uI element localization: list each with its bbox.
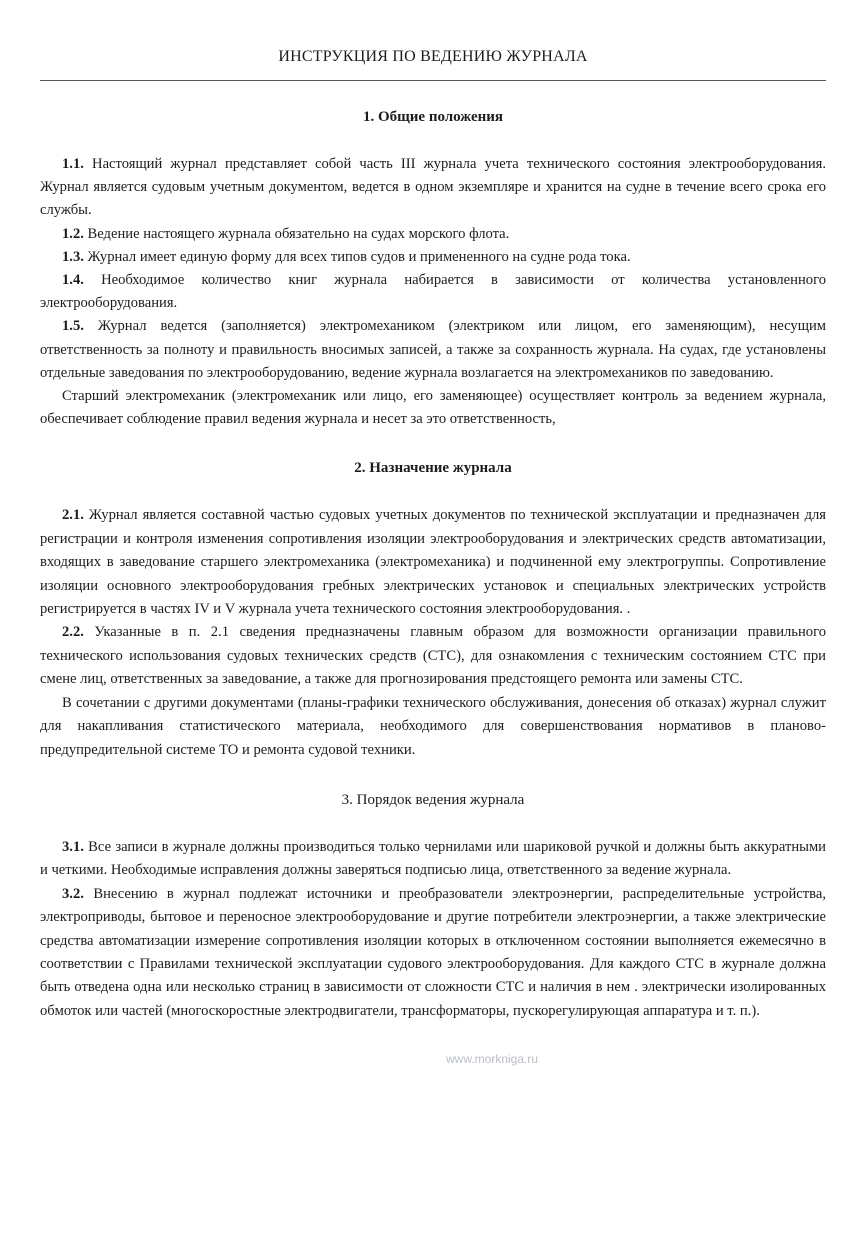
- paragraph-number: 2.2.: [62, 624, 84, 641]
- paragraph-text: Указанные в п. 2.1 сведения предназначены главным образом для возможности организации правильного технического использования судовых технических средств (СТС), для ознакомления с техническим состоянием СТС при смене лиц, ответственных за заведование, а также для прогнозирования предстоящего ремонта или замены СТС.: [40, 624, 826, 688]
- paragraph-number: 3.2.: [62, 885, 84, 902]
- paragraph-number: 3.1.: [62, 838, 84, 855]
- paragraph-1-5-continued: [40, 385, 826, 431]
- paragraph-text: Старший электромеханик (электромеханик или лицо, его заменяющее) осуществляет контроль за ведением журнала, обеспечивает соблюдение правил ведения журнала и несет за это ответственность,: [40, 388, 826, 428]
- section-title-purpose: 2. Назначение журнала: [354, 460, 512, 477]
- paragraph-text: Необходимое количество книг журнала набирается в зависимости от количества установленного электрооборудования.: [40, 272, 826, 312]
- paragraph-1-4: [40, 269, 826, 315]
- section-title-procedure: 3. Порядок ведения журнала: [341, 791, 525, 808]
- section-body-purpose: [40, 504, 826, 761]
- watermark: www.morkniga.ru: [446, 1052, 539, 1066]
- paragraph-3-2: [40, 883, 826, 1023]
- document-page: [40, 0, 826, 1023]
- paragraph-number: 1.2.: [62, 225, 84, 242]
- paragraph-text: Внесению в журнал подлежат источники и преобразователи электроэнергии, распределительные устройства, электроприводы, бытовое и переносное электрооборудование и другие потребители электроэнергии, а также электрические средства автоматизации измерение сопротивления изоляции которых в отключенном состоянии выполняется ежемесячно в соответствии с Правилами технической эксплуатации судового электрооборудования. Для каждого СТС в журнале должна быть отведена одна или несколько страниц в зависимости от сложности СТС и наличия в нем . электрически изолированных обмоток или частей (многоскоростные электродвигатели, трансформаторы, пускорегулирующая аппаратура и т. п.).: [40, 885, 826, 1019]
- paragraph-text: Настоящий журнал представляет собой часть III журнала учета технического состояния электрооборудования. Журнал является судовым учетным документом, ведется в одном экземпляре и хранится на судне в течение всего срока его службы.: [40, 156, 826, 219]
- section-title-general: 1. Общие положения: [362, 109, 504, 125]
- paragraph-text: Все записи в журнале должны производиться только чернилами или шариковой ручкой и должны быть аккуратными и четкими. Необходимые исправления должны заверяться подписью лица, ответственного за ведение журнала.: [40, 838, 826, 879]
- paragraph-text: Журнал ведется (заполняется) электромехаником (электриком или лицом, его заменяющим), несущим ответственность за полноту и правильность вносимых записей, а также за сохранность журнала. На судах, где установлены отдельные заведования по электрооборудованию, ведение журнала возлагается на электромехаников по заведованию.: [40, 318, 826, 381]
- paragraph-1-3: [40, 246, 826, 269]
- paragraph-2-2: [40, 621, 826, 691]
- paragraph-number: 1.4.: [62, 272, 84, 289]
- document-title: ИНСТРУКЦИЯ ПО ВЕДЕНИЮ ЖУРНАЛА: [278, 48, 588, 65]
- paragraph-text: В сочетании с другими документами (планы-графики технического обслуживания, донесения об отказах) журнал служит для накапливания статистического материала, необходимого для совершенствования нормативов в планово-предупредительной системе ТО и ремонта судовой техники.: [40, 694, 826, 758]
- paragraph-2-2-continued: [40, 692, 826, 762]
- paragraph-text: Ведение настоящего журнала обязательно на судах морского флота.: [83, 225, 510, 242]
- paragraph-1-5: [40, 315, 826, 385]
- paragraph-3-1: [40, 836, 826, 883]
- paragraph-text: Журнал является составной частью судовых учетных документов по технической эксплуатации и предназначен для регистрации и контроля изменения сопротивления изоляции электрооборудования и электрических средств автоматизации, входящих в заведование старшего электромеханика (электромеханика) и подчиненной ему электрогруппы. Сопротивление изоляции основного электрооборудования гребных электрических установок и специальных электрических устройств регистрируется в частях IV и V журнала учета технического состояния электрооборудования. .: [40, 507, 826, 618]
- header-divider: [40, 80, 826, 81]
- paragraph-number: 2.1.: [62, 507, 84, 524]
- section-body-general: [40, 153, 826, 431]
- paragraph-2-1: [40, 504, 826, 621]
- paragraph-number: 1.5.: [62, 318, 84, 335]
- paragraph-number: 1.3.: [62, 248, 84, 265]
- paragraph-text: Журнал имеет единую форму для всех типов судов и примененного на судне рода тока.: [83, 248, 631, 265]
- paragraph-1-2: [40, 223, 826, 246]
- section-body-procedure: [40, 836, 826, 1023]
- paragraph-1-1: [40, 153, 826, 223]
- paragraph-number: 1.1.: [62, 156, 84, 172]
